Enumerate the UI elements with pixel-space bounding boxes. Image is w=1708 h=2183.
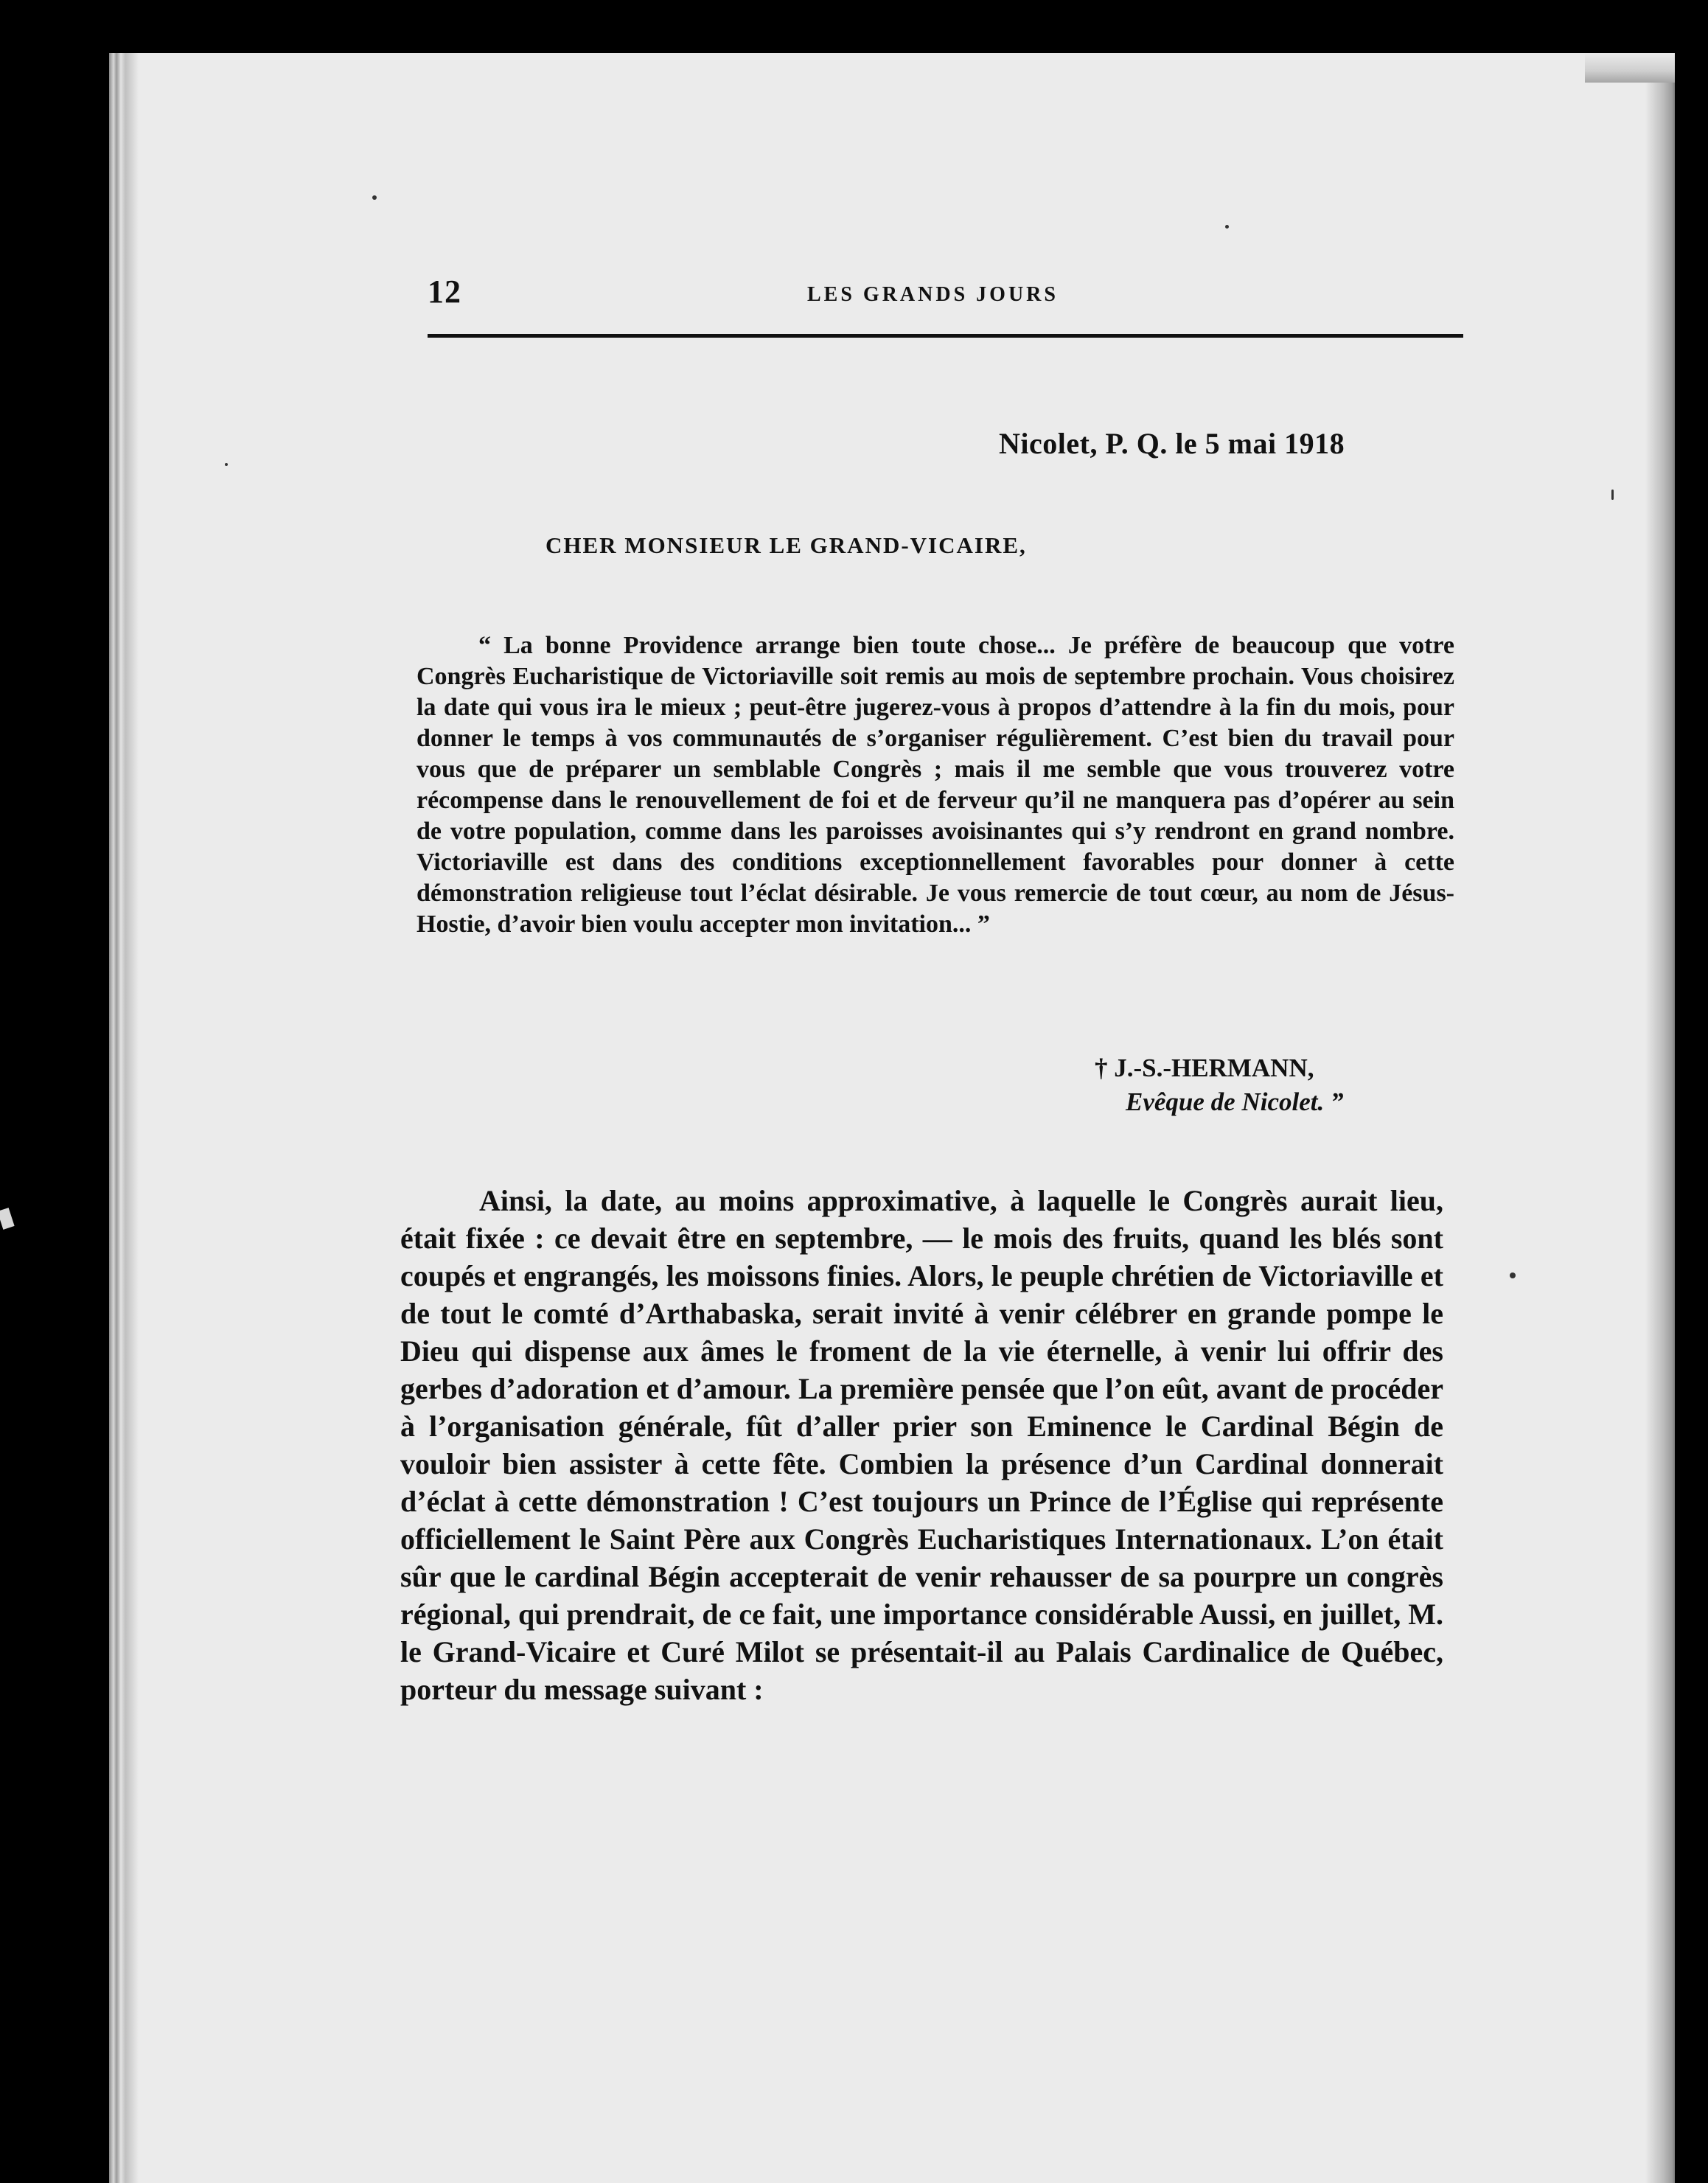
scan-speck <box>1510 1272 1516 1278</box>
letter-body: “ La bonne Providence arrange bien toute chose... Je préfère de beaucoup que votre Congrès Eucharistique de Victoriaville soit remis au mois de septembre prochain. Vous choisirez la date qui vous ira le mieux ; peut-être jugerez-vous à propos d’attendre à la fin du mois, pour donner le temps à vos communautés de s’organiser régulièrement. C’est bien du travail pour vous que de préparer un semblable Congrès ; mais il me semble que vous trouverez votre récompense dans le renouvellement de foi et de ferveur qu’il ne manquera pas d’opérer au sein de votre population, comme dans les paroisses avoisinantes qui s’y rendront en grand nombre. Victoriaville est dans des conditions exceptionnellement favorables pour donner à cette démonstration religieuse tout l’éclat désirable. Je vous remercie de tout cœur, au nom de Jésus-Hostie, d’avoir bien voulu accepter mon invitation... ” <box>416 632 1454 938</box>
page-number: 12 <box>428 274 461 310</box>
letter-signature <box>1095 1051 1343 1119</box>
scan-speck <box>372 195 377 200</box>
page-header <box>428 273 1460 317</box>
page-edge-top <box>1585 53 1675 83</box>
page-edge-right <box>1645 74 1675 2183</box>
scan-speck <box>1225 225 1229 229</box>
header-rule <box>428 334 1463 338</box>
letter-dateline: Nicolet, P. Q. le 5 mai 1918 <box>999 427 1345 460</box>
signature-title: Evêque de Nicolet. ” <box>1126 1087 1344 1116</box>
page-edge-left <box>109 53 139 2183</box>
letter-salutation: CHER MONSIEUR LE GRAND-VICAIRE, <box>545 532 1027 558</box>
scanned-page <box>109 53 1675 2183</box>
scan-speck <box>225 463 228 466</box>
scan-artifact <box>0 1208 15 1230</box>
narrative-paragraph: Ainsi, la date, au moins approximative, à laquelle le Congrès aurait lieu, était fixée : ce devait être en septembre, — le mois des fruits, quand les blés sont coupés et engrangés, les moissons finies. Alors, le peuple chrétien de Victoriaville et de tout le comté d’Arthabaska, serait invité à venir célébrer en grande pompe le Dieu qui dispense aux âmes le froment de la vie éternelle, à venir lui offrir des gerbes d’adoration et d’amour. La première pensée que l’on eût, avant de procéder à l’organisation générale, fût d’aller prier son Eminence le Cardinal Bégin de vouloir bien assister à cette fête. Combien la présence d’un Cardinal donnerait d’éclat à cette démonstration ! C’est toujours un Prince de l’Église qui représente officiellement le Saint Père aux Congrès Eucharistiques Internationaux. L’on était sûr que le cardinal Bégin accepterait de venir rehausser de sa pourpre un congrès régional, qui prendrait, de ce fait, une importance considérable Aussi, en juillet, M. le Grand-Vicaire et Curé Milot se présentait-il au Palais Cardinalice de Québec, porteur du message suivant : <box>400 1184 1443 1706</box>
signature-name: † J.-S.-HERMANN, <box>1095 1054 1314 1082</box>
running-head: LES GRANDS JOURS <box>807 283 1059 306</box>
scan-speck <box>1611 490 1614 500</box>
